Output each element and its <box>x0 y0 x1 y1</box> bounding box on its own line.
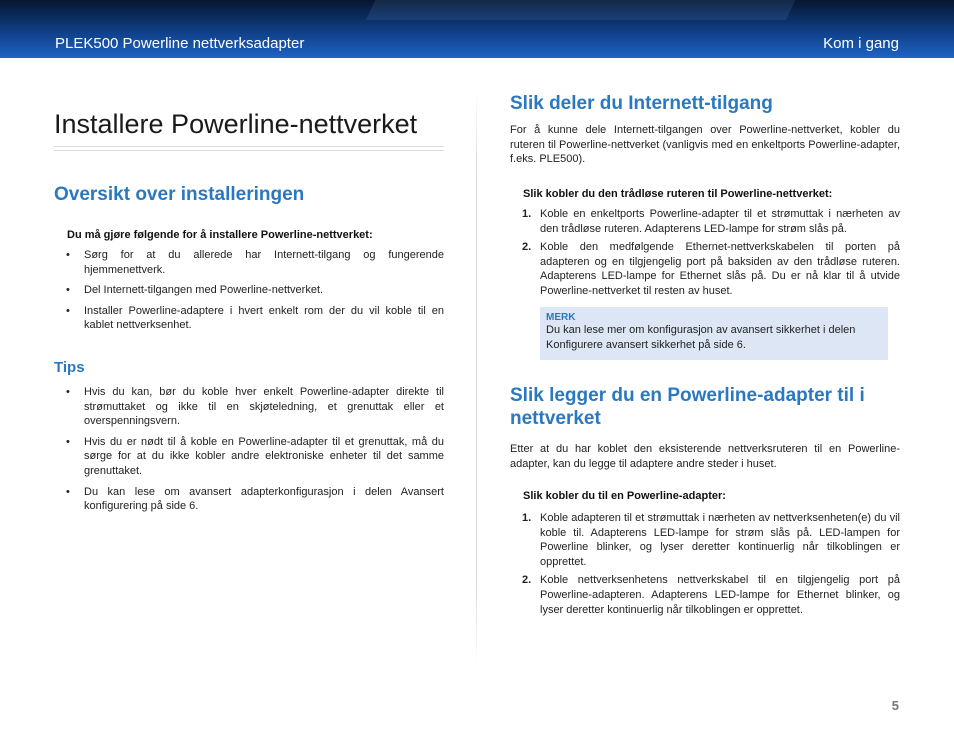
list-item: 1. Koble en enkeltports Powerline-adapter til et strømuttak i nærheten av den trådløse ruteren. Adapterens LED-lampe for strøm slås på. <box>522 208 900 235</box>
add-text: Etter at du har koblet den eksisterende nettverksruteren til en Powerline-adapter, kan du legge til adaptere andre steder i huset. <box>510 443 900 470</box>
overview-list <box>54 248 444 339</box>
share-text: For å kunne dele Internett-tilgangen over Powerline-nettverket, kobler du ruteren til Powerline-nettverket (vanligvis med en enkeltports Powerline-adapter, f.eks. PLE500). <box>510 124 900 166</box>
bullet-icon: • <box>66 284 70 297</box>
add-intro: Slik kobler du til en Powerline-adapter: <box>523 490 726 502</box>
list-item: 2. Koble den medfølgende Ethernet-nettverkskabelen til porten på adapteren og en tilgjengelig port på baksiden av den trådløse ruteren. Adapterens LED-lampe for Ethernet slås på. Du er nå klar til å utvide Powerline-nettverket til resten av huset. <box>522 241 900 297</box>
page-header <box>0 0 954 58</box>
bullet-icon: • <box>66 304 70 317</box>
list-item: • Du kan lese om avansert adapterkonfigurasjon i delen Avansert konfigurering på side 6. <box>66 485 444 513</box>
add-heading: Slik legger du en Powerline-adapter til i nettverket <box>510 385 865 429</box>
note-label: MERK <box>546 312 576 323</box>
column-divider <box>476 90 477 666</box>
title-rule-top <box>54 146 444 147</box>
note-text: Du kan lese mer om konfigurasjon av avansert sikkerhet i delen Konfigurere avansert sikkerhet på side 6. <box>546 324 856 351</box>
list-item: • Sørg for at du allerede har Internett-tilgang og fungerende hjemmenettverk. <box>66 249 444 276</box>
overview-intro: Du må gjøre følgende for å installere Powerline-nettverket: <box>67 229 373 241</box>
share-intro: Slik kobler du den trådløse ruteren til Powerline-nettverket: <box>523 188 833 200</box>
page-title: Installere Powerline-nettverket <box>54 109 418 140</box>
overview-heading: Oversikt over installeringen <box>54 184 305 205</box>
header-section: Kom i gang <box>823 35 899 52</box>
share-heading: Slik deler du Internett-tilgang <box>510 93 773 114</box>
list-item: • Installer Powerline-adaptere i hvert enkelt rom der du vil koble til en kablet nettverksenhet. <box>66 304 444 332</box>
list-item: • Hvis du er nødt til å koble en Powerline-adapter til et grenuttak, må du sørge for at du ikke kobler andre elektroniske enheter til det samme grenuttaket. <box>66 435 444 477</box>
tips-heading: Tips <box>54 359 85 376</box>
list-item: 2. Koble nettverksenhetens nettverkskabel til en tilgjengelig port på Powerline-adapteren. Adapterens LED-lampe for Ethernet blinker, og lyser deretter kontinuerlig når tilkoblingen er opprettet. <box>522 574 900 616</box>
add-steps <box>510 511 900 621</box>
bullet-icon: • <box>66 386 70 398</box>
header-title: PLEK500 Powerline nettverksadapter <box>55 35 305 52</box>
bullet-icon: • <box>66 485 70 498</box>
list-item: • Del Internett-tilgangen med Powerline-nettverket. <box>66 284 324 297</box>
title-rule-bottom <box>54 150 444 151</box>
list-item: 1. Koble adapteren til et strømuttak i nærheten av nettverksenheten(e) du vil koble til. Adapterens LED-lampe for strøm slås på. LED-lampen for Powerline blinker, og lyser deretter kontinuerlig når tilkoblingen er opprettet. <box>522 512 900 568</box>
list-item: • Hvis du kan, bør du koble hver enkelt Powerline-adapter direkte til strømuttaket og ikke til en skjøteledning, et grenuttak eller et overspenningsvern. <box>66 386 444 428</box>
share-steps <box>510 207 900 303</box>
bullet-icon: • <box>66 249 70 261</box>
page-number: 5 <box>891 698 899 713</box>
tips-list <box>54 385 444 520</box>
note-box <box>540 307 888 360</box>
bullet-icon: • <box>66 435 70 448</box>
